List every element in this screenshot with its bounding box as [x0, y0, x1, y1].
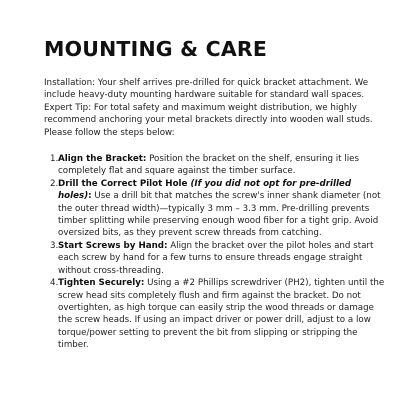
- step-number: 1.: [50, 154, 59, 165]
- step-drill-pilot-hole: [50, 178, 386, 240]
- step-heading: Start Screws by Hand:: [58, 240, 168, 251]
- installation-steps: [44, 153, 386, 352]
- step-start-screws: [50, 240, 386, 277]
- step-heading-colon: :: [88, 191, 92, 202]
- installation-intro: Installation: Your shelf arrives pre-drilled for quick bracket attachment. We include heavy-duty mounting hardware suitable for standard wall spaces. Expert Tip: For total safety and maximum weight distribution, we highly recommend anchoring your metal brackets directly into wooden wall studs. Please follow the steps below:: [44, 78, 373, 138]
- page-title: MOUNTING & CARE: [44, 37, 268, 61]
- step-heading: Align the Bracket:: [58, 154, 147, 165]
- step-number: 3.: [50, 240, 59, 251]
- step-align-bracket: [50, 153, 386, 178]
- step-number: 4.: [50, 278, 59, 289]
- step-tighten-securely: [50, 277, 386, 351]
- step-text: Using a #2 Phillips screwdriver (PH2), tighten until the screw head sits completely flush and firm against the bracket. Do not overtighten, as high torque can easily strip the wood threads or damage the screw heads. If using an impact driver or power drill, adjust to a low torque/power setting to prevent the bit from slipping or stripping the timber.: [58, 278, 385, 351]
- step-text: Position the bracket on the shelf, ensuring it lies completely flat and square against the timber surface.: [58, 154, 360, 177]
- step-heading: Tighten Securely:: [58, 278, 145, 289]
- step-number: 2.: [50, 178, 59, 189]
- step-text: Align the bracket over the pilot holes and start each screw by hand for a few turns to ensure threads engage straight without cross-threading.: [58, 240, 374, 276]
- step-text: Use a drill bit that matches the screw's inner shank diameter (not the outer thread width)—typically 3 mm – 3.3 mm. Pre-drilling prevents timber splitting while preserving enough wood fiber for a tight grip. Avoid oversized bits, as they prevent screw threads from catching.: [58, 191, 381, 239]
- step-heading: Drill the Correct Pilot Hole: [58, 178, 188, 189]
- step-note: (If you did not opt for pre-drilled holes): [58, 178, 352, 202]
